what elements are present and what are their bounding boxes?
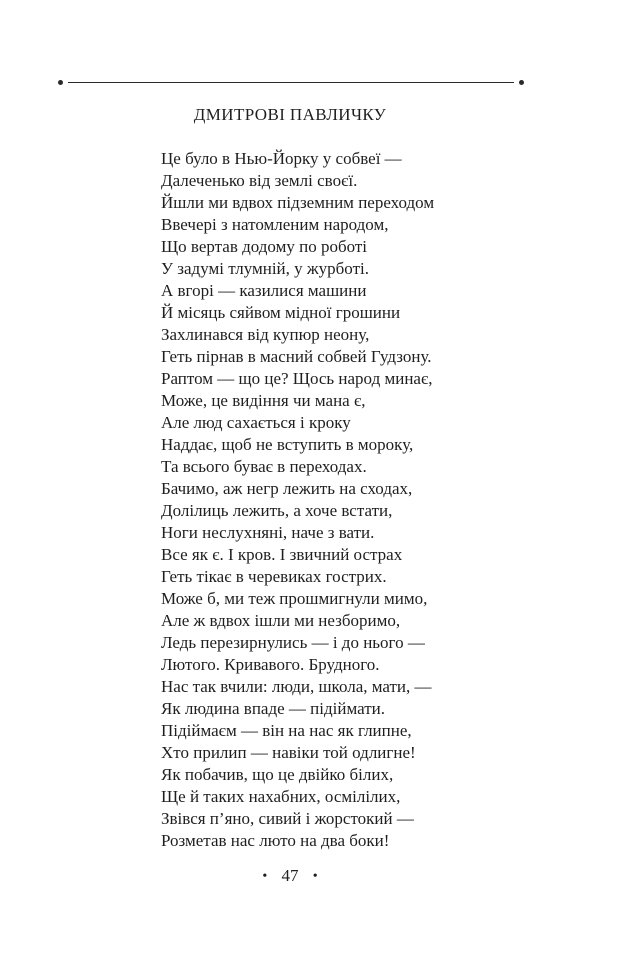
poem-line: Як побачив, що це двійко білих, bbox=[161, 765, 394, 784]
poem-line: Може б, ми теж прошмигнули мимо, bbox=[161, 589, 428, 608]
poem-line: Підіймаєм — він на нас як глипне, bbox=[161, 721, 412, 740]
poem-line: Лютого. Кривавого. Брудного. bbox=[161, 655, 380, 674]
poem-line: Що вертав додому по роботі bbox=[161, 237, 368, 256]
poem-line: Геть пірнав в масний собвей Гудзону. bbox=[161, 347, 432, 366]
poem-line: Та всього буває в переходах. bbox=[161, 457, 367, 476]
poem-line: А вгорі — казилися машини bbox=[161, 281, 367, 300]
page-number-footer bbox=[0, 866, 580, 886]
poem-line: Нас так вчили: люди, школа, мати, — bbox=[161, 677, 432, 696]
poem-line: Ввечері з натомленим народом, bbox=[161, 215, 389, 234]
poem-line: Ледь перезирнулись — і до нього — bbox=[161, 633, 425, 652]
poem-line: Але люд сахається і кроку bbox=[161, 413, 351, 432]
poem-line: У задумі тлумній, у журботі. bbox=[161, 259, 369, 278]
header-rule bbox=[58, 78, 524, 88]
poem-body bbox=[161, 148, 561, 852]
poem-line: Ноги неслухняні, наче з вати. bbox=[161, 523, 375, 542]
poem-line: Як людина впаде — підіймати. bbox=[161, 699, 385, 718]
poem-line: Але ж вдвох ішли ми незборимо, bbox=[161, 611, 401, 630]
poem-line: Бачимо, аж негр лежить на сходах, bbox=[161, 479, 413, 498]
poem-line: Все як є. І кров. І звичний острах bbox=[161, 545, 403, 564]
poem-line: Геть тікає в черевиках гострих. bbox=[161, 567, 387, 586]
poem-line: Наддає, щоб не вступить в мороку, bbox=[161, 435, 414, 454]
poem-line: Захлинався від купюр неону, bbox=[161, 325, 370, 344]
rule-dot-right bbox=[519, 80, 524, 85]
poem-line: Хто прилип — навіки той одлигне! bbox=[161, 743, 416, 762]
poem-line: Йшли ми вдвох підземним переходом bbox=[161, 193, 435, 212]
poem-line: Це було в Нью-Йорку у собвеї — bbox=[161, 149, 402, 168]
poem-line: Звівся п’яно, сивий і жорстокий — bbox=[161, 809, 414, 828]
folio-bullet-right: • bbox=[312, 869, 318, 884]
poem-line: Може, це видіння чи мана є, bbox=[161, 391, 366, 410]
poem-title: ДМИТРОВІ ПАВЛИЧКУ bbox=[193, 105, 387, 124]
poem-line: Й місяць сяйвом мідної грошини bbox=[161, 303, 401, 322]
poem-line: Раптом — що це? Щось народ минає, bbox=[161, 369, 433, 388]
rule-dot-left bbox=[58, 80, 63, 85]
poem-line: Ще й таких нахабних, осмілілих, bbox=[161, 787, 401, 806]
poem-line: Далеченько від землі своєї. bbox=[161, 171, 358, 190]
folio-bullet-left: • bbox=[262, 869, 268, 884]
poem-line: Розметав нас люто на два боки! bbox=[161, 831, 390, 850]
poem-line: Долілиць лежить, а хоче встати, bbox=[161, 501, 393, 520]
page-number: 47 bbox=[281, 866, 299, 885]
rule-line bbox=[68, 82, 514, 83]
